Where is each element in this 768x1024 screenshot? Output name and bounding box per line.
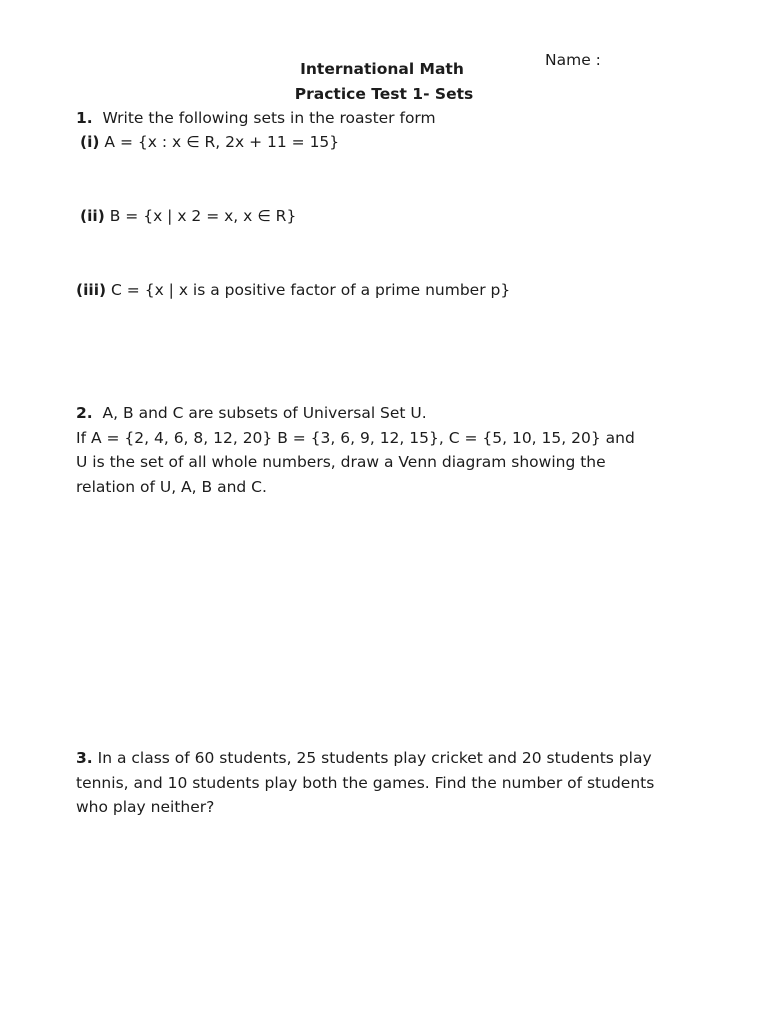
question-2-line-3: U is the set of all whole numbers, draw a Venn diagram showing the xyxy=(76,453,606,471)
question-3-text-1: In a class of 60 students, 25 students play cricket and 20 students play xyxy=(97,749,652,767)
question-3-line-2: tennis, and 10 students play both the games. Find the number of students xyxy=(76,773,655,792)
question-2-line-1 xyxy=(76,401,427,426)
question-1-part-iii xyxy=(76,278,510,303)
question-2-text-1: A, B and C are subsets of Universal Set U. xyxy=(102,404,427,422)
title-line-2: Practice Test 1- Sets xyxy=(294,85,474,103)
question-1-text: Write the following sets in the roaster form xyxy=(102,109,436,127)
part-i-text: A = {x : x ∈ R, 2x + 11 = 15} xyxy=(104,133,340,151)
question-1-part-ii xyxy=(80,204,296,229)
question-2-line-2: If A = {2, 4, 6, 8, 12, 20} B = {3, 6, 9, 12, 15}, C = {5, 10, 15, 20} and xyxy=(76,428,635,447)
part-ii-text: B = {x | x 2 = x, x ∈ R} xyxy=(109,207,297,225)
question-2-number: 2. xyxy=(76,404,93,422)
question-1 xyxy=(76,106,436,131)
title-line-1: International Math xyxy=(300,60,464,78)
part-ii-label: (ii) xyxy=(80,207,105,225)
part-iii-label: (iii) xyxy=(76,281,107,299)
question-3-line-3: who play neither? xyxy=(76,798,215,816)
question-1-number: 1. xyxy=(76,109,93,127)
question-1-part-i xyxy=(80,130,339,155)
question-2-line-4: relation of U, A, B and C. xyxy=(76,477,267,496)
name-label: Name : xyxy=(545,51,601,69)
part-iii-text: C = {x | x is a positive factor of a prime number p} xyxy=(111,281,511,299)
question-3-number: 3. xyxy=(76,749,93,767)
part-i-label: (i) xyxy=(80,133,100,151)
question-3-line-1 xyxy=(76,746,652,771)
